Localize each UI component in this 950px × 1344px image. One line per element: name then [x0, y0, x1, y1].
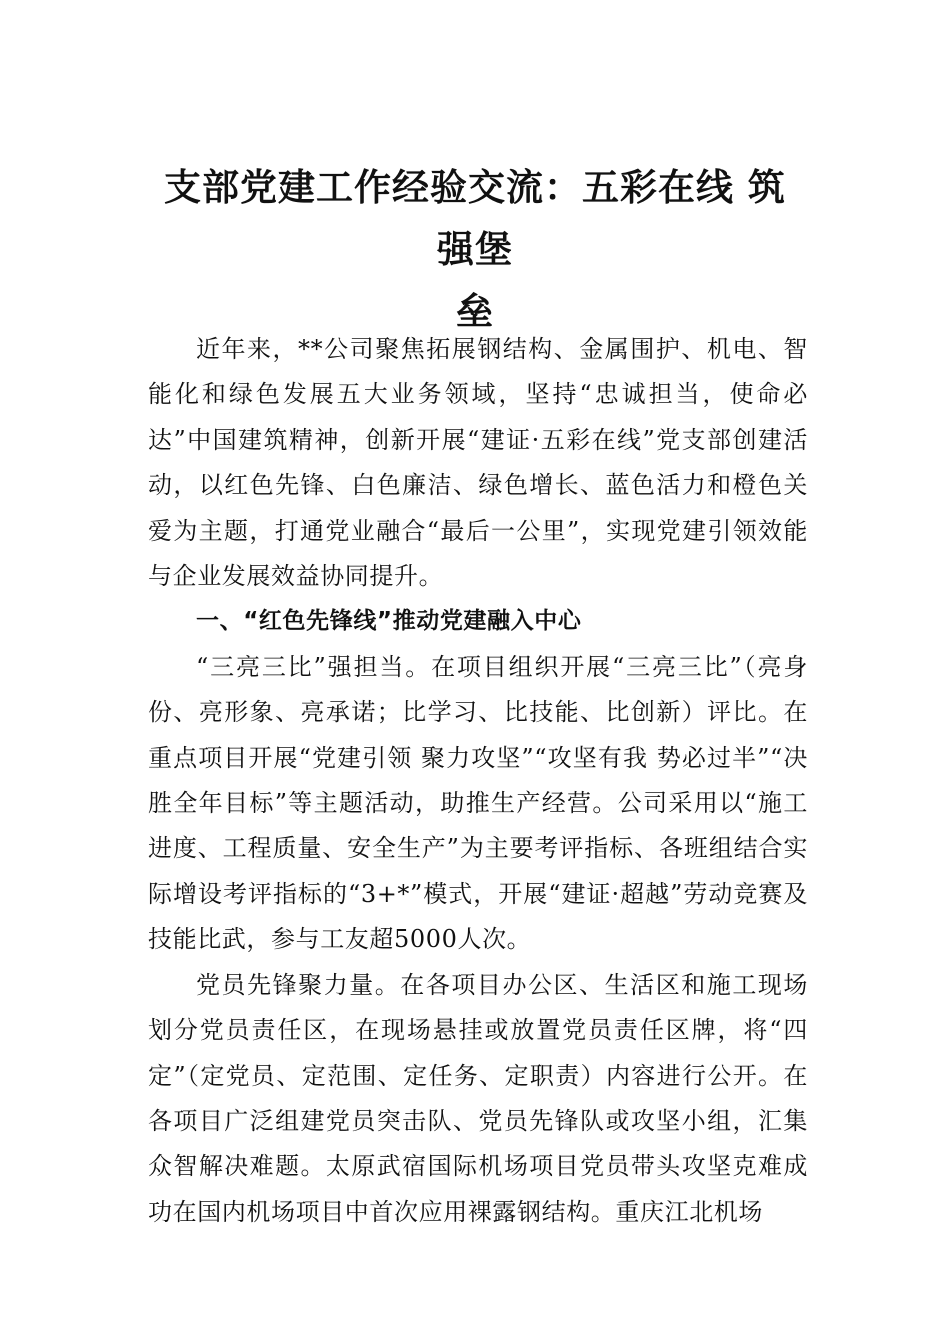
section1-paragraph-1: “三亮三比”强担当。在项目组织开展“三亮三比”（亮身份、亮形象、亮承诺；比学习、比技能、比创新）评比。在重点项目开展“党建引领 聚力攻坚”“攻坚有我 势必过半”“决胜全年目标”等主题活动，助推生产经营。公司采用以“施工进度、工程质量、安全生产”为主要考评指标、各班组结合实际增设考评指标的“3+*”模式，开展“建证·超越”劳动竞赛及技能比武，参与工友超5000人次。: [148, 652, 808, 954]
title-line-2: 垒: [456, 289, 494, 333]
intro-paragraph: 近年来，**公司聚焦拓展钢结构、金属围护、机电、智能化和绿色发展五大业务领域，坚持“忠诚担当，使命必达”中国建筑精神，创新开展“建证·五彩在线”党支部创建活动，以红色先锋、白色廉洁、绿色增长、蓝色活力和橙色关爱为主题，打通党业融合“最后一公里”，实现党建引领效能与企业发展效益协同提升。: [148, 335, 808, 591]
title-line-1: 支部党建工作经验交流：五彩在线 筑强堡: [164, 165, 786, 271]
document-body: [148, 327, 808, 1235]
section-heading-1: 一、“红色先锋线”推动党建融入中心: [196, 608, 582, 635]
section1-paragraph-2: 党员先锋聚力量。在各项目办公区、生活区和施工现场划分党员责任区，在现场悬挂或放置党员责任区牌，将“四定”（定党员、定范围、定任务、定职责）内容进行公开。在各项目广泛组建党员突击队、党员先锋队或攻坚小组，汇集众智解决难题。太原武宿国际机场项目党员带头攻坚克难成功在国内机场项目中首次应用裸露钢结构。重庆江北机场: [148, 970, 808, 1226]
document-title: [150, 156, 800, 342]
